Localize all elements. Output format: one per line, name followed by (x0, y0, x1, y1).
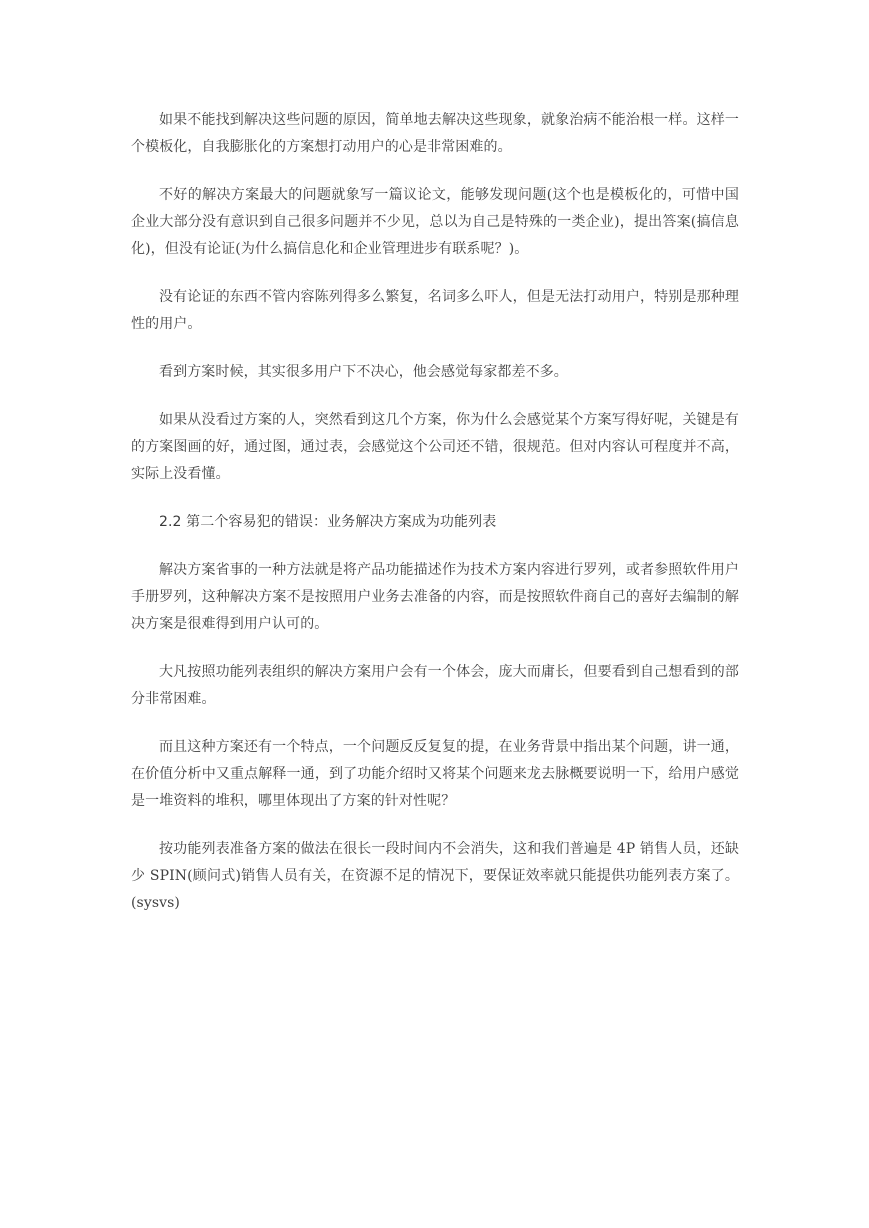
section-heading-2-2: 2.2 第二个容易犯的错误：业务解决方案成为功能列表 (159, 514, 497, 530)
document-body (131, 107, 739, 938)
paragraph-repetition: 而且这种方案还有一个特点，一个问题反反复复的提，在业务背景中指出某个问题，讲一通，在价值分析中又重点解释一通，到了功能介绍时又将某个问题来龙去脉概要说明一下，给用户感觉是一堆资料的堆积，哪里体现出了方案的针对性呢？ (131, 739, 739, 809)
paragraph-argumentative-essay: 不好的解决方案最大的问题就象写一篇议论文，能够发现问题(这个也是模板化的，可惜中国企业大部分没有意识到自己很多问题并不少见，总以为自己是特殊的一类企业)，提出答案(搞信息化)，但没有论证(为什么搞信息化和企业管理进步有联系呢？)。 (131, 187, 739, 257)
paragraph-indecision: 看到方案时候，其实很多用户下不决心，他会感觉每家都差不多。 (159, 364, 568, 380)
paragraph-no-argument: 没有论证的东西不管内容陈列得多么繁复，名词多么吓人，但是无法打动用户，特别是那种理性的用户。 (131, 289, 739, 332)
paragraph-first-impression: 如果从没看过方案的人，突然看到这几个方案，你为什么会感觉某个方案写得好呢，关键是有的方案图画的好，通过图，通过表，会感觉这个公司还不错，很规范。但对内容认可程度并不高，实际上没看懂。 (131, 412, 739, 482)
paragraph-root-cause: 如果不能找到解决这些问题的原因，简单地去解决这些现象，就象治病不能治根一样。这样一个模板化，自我膨胀化的方案想打动用户的心是非常困难的。 (131, 112, 739, 155)
paragraph-lengthy-proposal: 大凡按照功能列表组织的解决方案用户会有一个体会，庞大而庸长，但要看到自己想看到的部分非常困难。 (131, 664, 739, 707)
paragraph-feature-listing: 解决方案省事的一种方法就是将产品功能描述作为技术方案内容进行罗列，或者参照软件用户手册罗列，这种解决方案不是按照用户业务去准备的内容，而是按照软件商自己的喜好去编制的解决方案是很难得到用户认可的。 (131, 562, 739, 632)
paragraph-4p-spin: 按功能列表准备方案的做法在很长一段时间内不会消失，这和我们普遍是 4P 销售人员，还缺少 SPIN(顾问式)销售人员有关，在资源不足的情况下，要保证效率就只能提供功能列表方案了。(sysvs) (131, 841, 739, 911)
